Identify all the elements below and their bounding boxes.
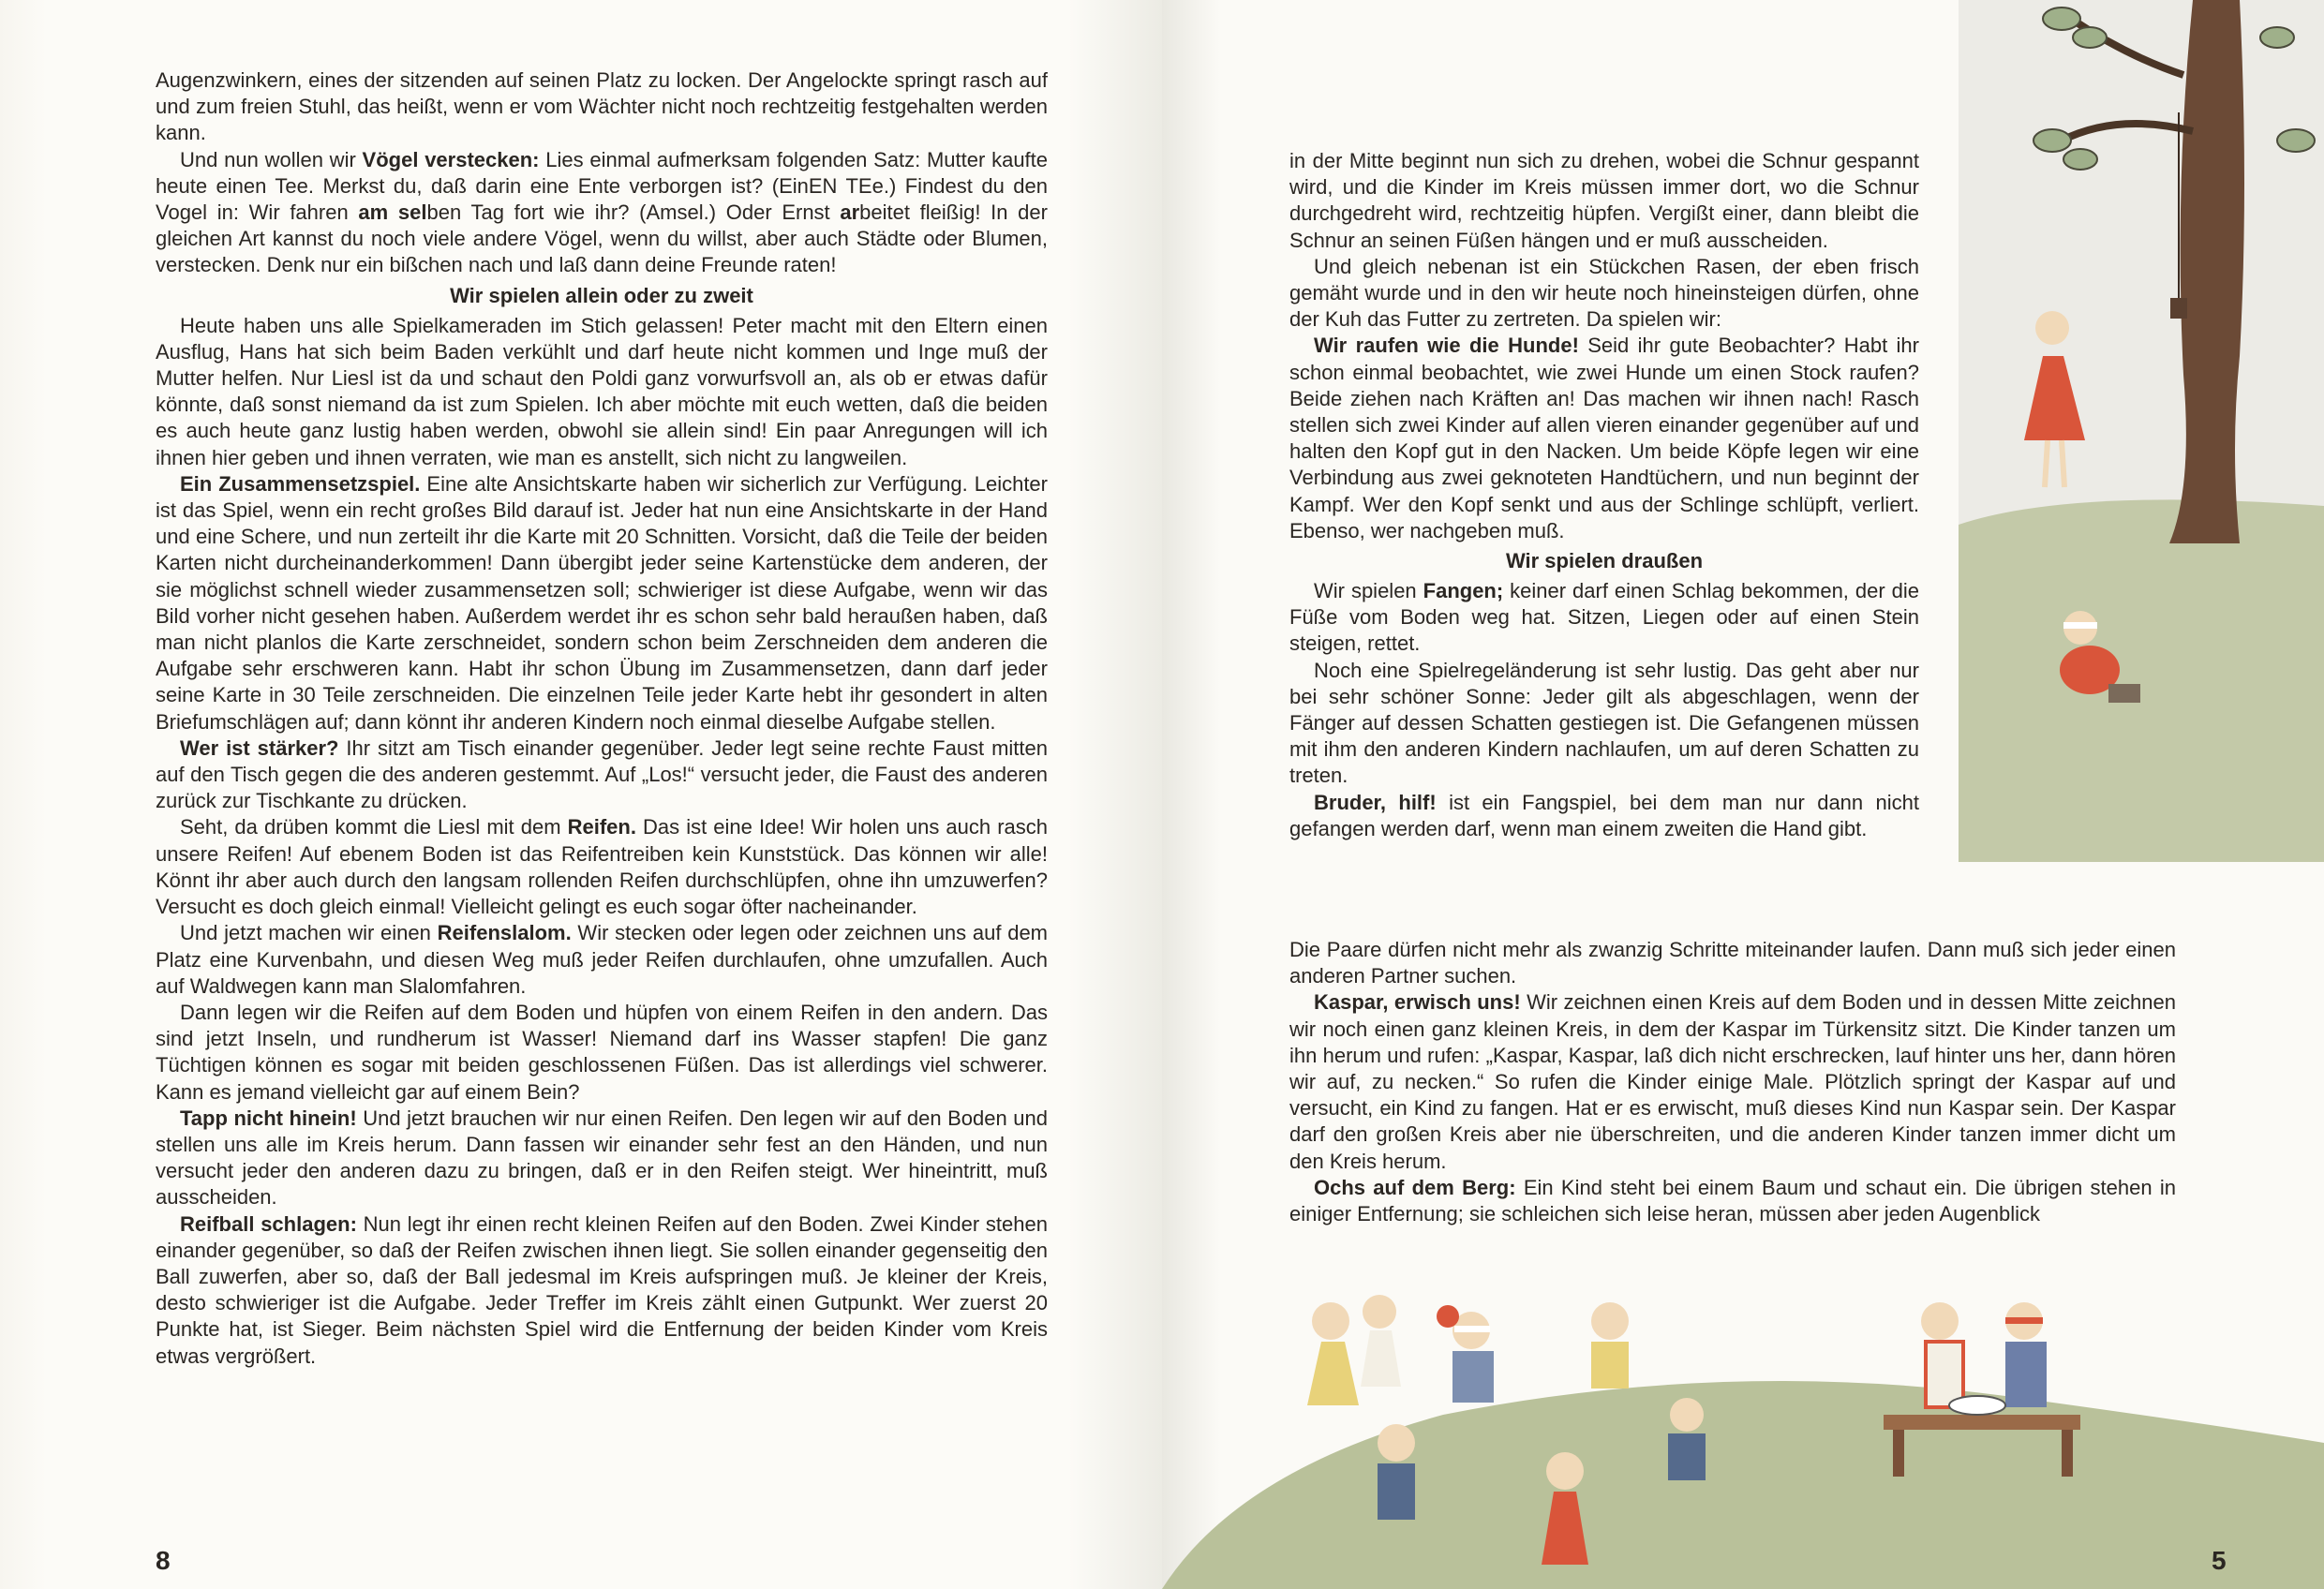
bold-lead-in: Reifenslalom. [437, 921, 572, 945]
text-run: Lies einmal aufmerksam folgenden Satz: Mutter kaufte heute einen Tee. Merkst du, daß darin eine Ente verborgen ist? (EinEN TEe.) Findest du den Vogel in: Wir fahren [156, 147, 1049, 225]
paragraph [156, 471, 1048, 735]
paragraph [1289, 578, 1919, 658]
children-circle-illustration [1162, 1265, 2324, 1589]
bold-lead-in: Reifen. [567, 815, 636, 839]
page-number-left: 8 [156, 1546, 171, 1575]
text-run: Nun legt ihr einen recht kleinen Reifen auf den Boden. Zwei Kinder stehen einander gegenüber, so daß der Reifen zwischen ihnen liegt. Sie sollen einander gegenseitig den Ball zuwerfen, aber so, daß der Ball jedesmal im Kreis aufspringen muß. Je kleiner der Kreis, desto schwieriger ist die Aufgabe. Jeder Treffer im Kreis zählt einen Gutpunkt. Wer zuerst 20 Punkte hat, ist Sieger. Beim nächsten Spiel wird die Entfernung der beiden Kinder vom Kreis etwas vergrößert. [156, 1211, 1048, 1368]
paragraph [156, 1106, 1048, 1211]
text-run: Wir stecken oder legen oder zeichnen uns auf dem Platz eine Kurvenbahn, und diesen Weg muß jeder Reifen durchlaufen, ohne umzufallen. Auch auf Waldwegen kann man Slalomfahren. [156, 921, 1048, 998]
water-bowl [1949, 1396, 2005, 1415]
text-run: keiner darf einen Schlag bekommen, der die Füße vom Boden weg hat. Sitzen, Liegen oder auf einen Stein steigen, rettet. [1289, 579, 1920, 656]
bold-lead-in: Wir raufen wie die Hunde! [1314, 334, 1579, 358]
text-run: Wir spielen allein oder zu zweit [450, 283, 753, 307]
bold-lead-in: Fangen; [1423, 579, 1504, 603]
text-run: Seid ihr gute Beobachter? Habt ihr schon einmal beobachtet, wie zwei Hunde um einen Stock raufen? Beide ziehen nach Kräften an! Das machen wir ihnen nach! Rasch stellen sich zwei Kinder auf allen vieren einander gegenüber auf und halten den Kopf gut in den Nacken. Um beide Köpfe legen wir eine Verbindung aus zwei geknoteten Handtüchern, und nun beginnt der Kampf. Wer den Kopf senkt und aus der Schlinge schlüpft, verliert. Ebenso, wer nachgeben muß. [1289, 334, 1919, 542]
paragraph [156, 1000, 1048, 1106]
text-run: Noch eine Spielregeländerung ist sehr lustig. Das geht aber nur bei sehr schöner Sonne: Jeder gilt als abgeschlagen, wenn der Fänger auf dessen Schatten gestiegen ist. Die Gefangenen müssen mit ihm den anderen Kindern nachlaufen, um auf deren Schatten zu treten. [1289, 658, 1919, 788]
text-run: Ein Kind steht bei einem Baum und schaut ein. Die übrigen stehen in einiger Entfernung; sie schleichen sich leise heran, müssen aber jeden Augenblick [1289, 1175, 2176, 1226]
bold-lead-in: ar [840, 200, 860, 225]
text-run: ist ein Fangspiel, bei dem man nur dann nicht gefangen werden darf, wenn man einem zweiten die Hand gibt. [1289, 790, 1919, 840]
paragraph [1289, 658, 1919, 790]
text-run: beitet fleißig! In der gleichen Art kannst du noch viele andere Vögel, wenn du willst, aber auch Städte oder Blumen, verstecken. Denk nur ein bißchen nach und laß dann deine Freunde raten! [156, 200, 1048, 277]
bold-lead-in: Reifball schlagen: [180, 1211, 357, 1236]
page-number-right: 5 [2212, 1546, 2227, 1575]
paragraph [1289, 148, 1919, 254]
text-run: Augenzwinkern, eines der sitzenden auf seinen Platz zu locken. Der Angelockte springt rasch auf und zum freien Stuhl, das heißt, wenn er vom Wächter nicht noch rechtzeitig festgehalten werden kann. [156, 68, 1048, 145]
text-run: ben Tag fort wie ihr? (Amsel.) Oder Ernst [426, 200, 841, 225]
paragraph [156, 735, 1048, 815]
left-text-column [156, 67, 1048, 1370]
bold-lead-in: Ein Zusammensetzspiel. [180, 471, 421, 496]
grass-hill [1162, 1381, 2324, 1589]
text-run: Und gleich nebenan ist ein Stückchen Rasen, der eben frisch gemäht wurde und in den wir heute noch hineinsteigen dürfen, ohne der Kuh das Futter zu zertreten. Da spielen wir: [1289, 254, 1919, 332]
bench [1884, 1415, 2080, 1430]
tree-illustration [1959, 0, 2324, 862]
paragraph [1289, 254, 1919, 334]
paragraph [1289, 937, 2176, 989]
paragraph [1289, 333, 1919, 544]
paragraph [156, 814, 1048, 920]
text-run: Und jetzt brauchen wir nur einen Reifen. Den legen wir auf den Boden und stellen uns alle im Kreis herum. Dann fassen wir einander sehr fest an den Händen, und nun versucht jeder den anderen dazu zu bringen, daß er in den Reifen steigt. Wer hineintritt, muß ausscheiden. [156, 1106, 1048, 1210]
paragraph [156, 920, 1048, 1000]
text-run: Die Paare dürfen nicht mehr als zwanzig Schritte miteinander laufen. Dann muß sich jeder einen anderen Partner suchen. [1289, 938, 2176, 988]
bold-lead-in: Tapp nicht hinein! [180, 1106, 357, 1130]
bold-lead-in: Ochs auf dem Berg: [1314, 1175, 1516, 1199]
text-run: Ihr sitzt am Tisch einander gegenüber. Jeder legt seine rechte Faust mitten auf den Tisch gegen die des anderen gestemmt. Auf „Los!“ versucht jeder, die Faust des anderen zurück zur Tischkante zu drücken. [156, 735, 1048, 813]
text-run: Wir spielen [1314, 579, 1423, 603]
section-heading [156, 283, 1048, 309]
grass-area [1959, 499, 2324, 862]
right-text-column-upper [1289, 148, 1919, 842]
text-run: Seht, da drüben kommt die Liesl mit dem [180, 815, 568, 839]
text-run: Wir spielen draußen [1505, 549, 1704, 573]
text-run: Eine alte Ansichtskarte haben wir sicherlich zur Verfügung. Leichter ist das Spiel, wenn ein recht großes Bild darauf ist. Jeder hat nun eine Ansichtskarte in der Hand und eine Schere, und nun zerteilt ihr die Karte mit 20 Schnitten. Vorsicht, daß die Teile der beiden Karten nicht durcheinanderkommen! Dann übergibt jeder seine Kartenstücke dem anderen, der sie möglichst schnell wieder zusammensetzen soll; schwieriger ist diese Aufgabe, wenn wir das Bild vorher nicht gesehen haben. Außerdem werdet ihr es schon sehr bald heraußen haben, daß man nicht planlos die Karte zerschneidet, sondern schon beim Zerschneiden dem anderen die Aufgabe sehr erschweren kann. Habt ihr schon Übung im Zusammensetzen, dann darf jeder seine Karte in 30 Teile zerschneiden. Die einzelnen Teile jeder Karte hebt ihr gesondert in alten Briefumschlägen auf; dann könnt ihr anderen Kindern noch einmal dieselbe Aufgabe stellen. [156, 471, 1048, 734]
bold-lead-in: Bruder, hilf! [1314, 790, 1437, 814]
text-run: Das ist eine Idee! Wir holen uns auch rasch unsere Reifen! Auf ebenem Boden ist das Reifentreiben kein Kunststück. Das können wir alle! Könnt ihr aber auch durch den langsam rollenden Reifen durchschlüpfen, ohne ihn umzuwerfen? Versucht es doch gleich einmal! Vielleicht gelingt es euch sogar öfter nacheinander. [156, 815, 1048, 919]
text-run: Und nun wollen wir [180, 147, 363, 171]
right-text-column-lower [1289, 937, 2176, 1227]
paragraph [1289, 989, 2176, 1174]
bold-lead-in: Vögel verstecken: [362, 147, 540, 171]
paragraph [156, 147, 1048, 279]
text-run: Heute haben uns alle Spielkameraden im Stich gelassen! Peter macht mit den Eltern einen Ausflug, Hans hat sich beim Baden verkühlt und darf heute nicht kommen und Inge muß der Mutter helfen. Nur Liesl ist da und schaut den Poldi ganz vorwurfsvoll an, als ob er etwas dafür könnte, daß sonst niemand da ist zum Spielen. Ich aber möchte mit euch wetten, daß die beiden es auch heute ganz lustig haben werden, obwohl sie allein sind! Ein paar Anregungen will ich ihnen hier geben und ihnen verraten, wie man es anstellt, sich nicht zu langweilen. [156, 313, 1048, 469]
paragraph [156, 313, 1048, 471]
text-run: in der Mitte beginnt nun sich zu drehen, wobei die Schnur gespannt wird, und die Kinder im Kreis müssen immer dort, wo die Schnur durchgedreht wird, rechtzeitig hüpfen. Vergißt einer, dann bleibt die Schnur an seinen Füßen hängen und er muß ausscheiden. [1289, 149, 1919, 252]
section-heading [1289, 548, 1919, 574]
bold-lead-in: Wer ist stärker? [180, 735, 339, 760]
text-run: Dann legen wir die Reifen auf dem Boden und hüpfen von einem Reifen in den andern. Das sind jetzt Inseln, und rundherum ist Wasser! Niemand darf ins Wasser stapfen! Die ganz Tüchtigen können es sogar mit beiden geschlossenen Füßen. Das ist allerdings viel schwerer. Kann es jemand vielleicht gar auf einem Bein? [156, 1000, 1048, 1104]
bold-lead-in: am sel [358, 200, 427, 225]
paragraph [1289, 790, 1919, 842]
text-run: Und jetzt machen wir einen [180, 921, 438, 945]
paragraph [1289, 1175, 2176, 1227]
paragraph [156, 67, 1048, 147]
text-run: Wir zeichnen einen Kreis auf dem Boden und in dessen Mitte zeichnen wir noch einen ganz kleinen Kreis, in dem der Kaspar im Türkensitz sitzt. Die Kinder tanzen um ihn herum und rufen: „Kaspar, Kaspar, laß dich nicht erschrecken, lauf hinter uns her, dann hören wir auf, zu necken.“ So rufen die Kinder einige Male. Plötzlich springt der Kaspar auf und versucht, ein Kind zu fangen. Hat er es erwischt, muß dieses Kind nun Kaspar sein. Der Kaspar darf den großen Kreis aber nie überschreiten, und die anderen Kinder tanzen immer dicht um den Kreis herum. [1289, 990, 2176, 1173]
bold-lead-in: Kaspar, erwisch uns! [1314, 990, 1521, 1015]
paragraph [156, 1211, 1048, 1370]
